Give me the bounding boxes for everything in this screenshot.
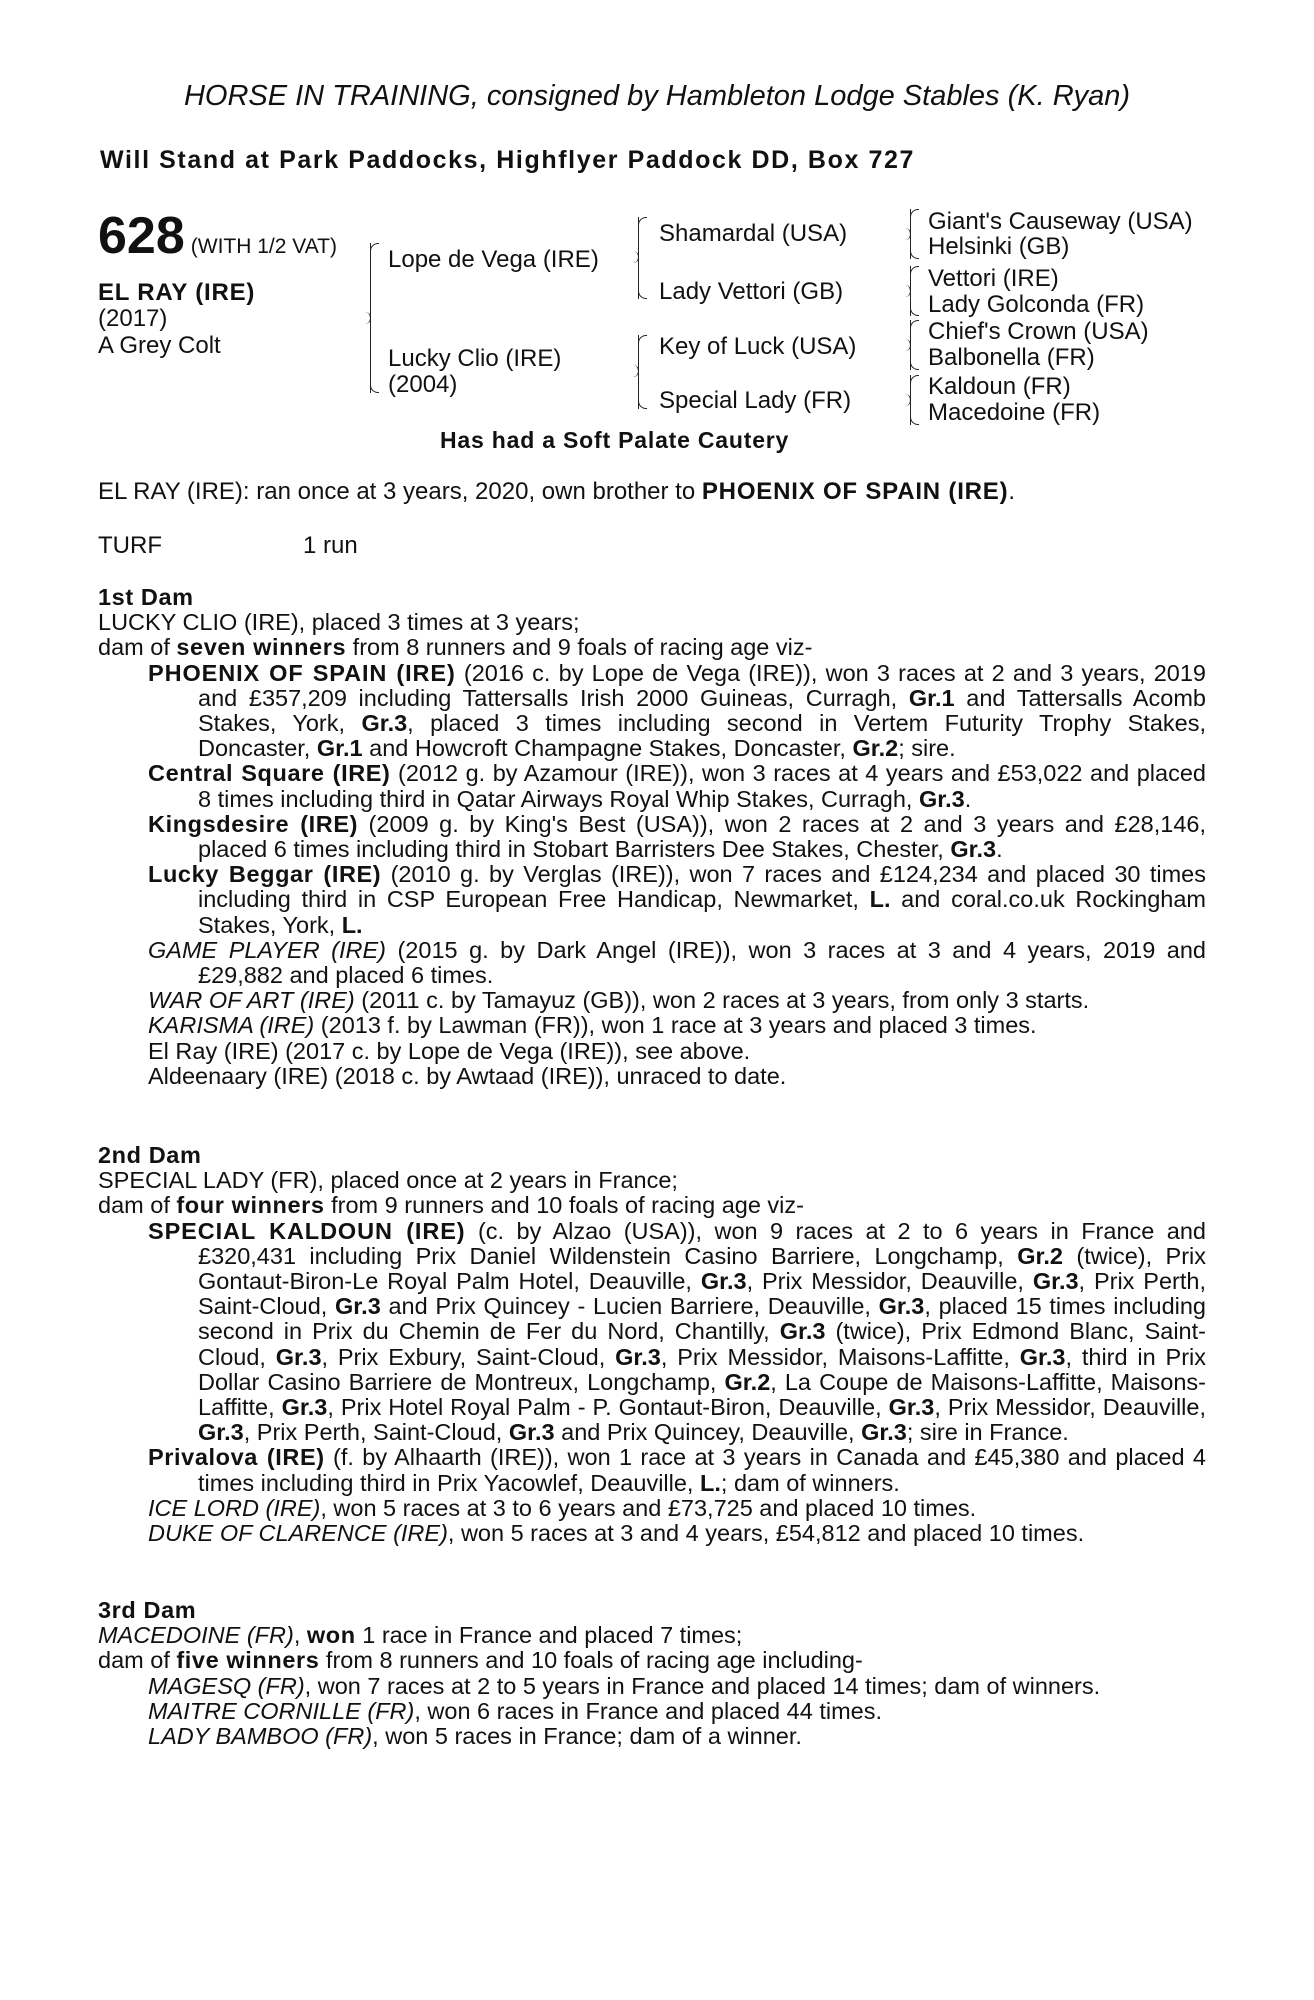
list-item: SPECIAL KALDOUN (IRE) (c. by Alzao (USA)), won 9 races at 2 to 6 years in France and £320,431 including Prix Daniel Wildenstein Casino Barriere, Longchamp, Gr.2 (twice), Prix Gontaut-Biron-Le Royal Palm Hotel, Deauville, Gr.3, Prix Messidor, Deauville, Gr.3, Prix Perth, Saint-Cloud, Gr.3 and Prix Quincey - Lucien Barriere, Deauville, Gr.3, placed 15 times including second in Prix du Chemin de Fer du Nord, Chantilly, Gr.3 (twice), Prix Edmond Blanc, Saint-Cloud, Gr.3, Prix Exbury, Saint-Cloud, Gr.3, Prix Messidor, Maisons-Laffitte, Gr.3, third in Prix Dollar Casino Barriere de Montreux, Longchamp, Gr.2, La Coupe de Maisons-Laffitte, Maisons-Laffitte, Gr.3, Prix Hotel Royal Palm - P. Gontaut-Biron, Deauville, Gr.3, Prix Messidor, Deauville, Gr.3, Prix Perth, Saint-Cloud, Gr.3 and Prix Quincey, Deauville, Gr.3; sire in France. xyxy=(148,1217,1207,1446)
gen3-sire: Vettori (IRE) xyxy=(928,265,1059,292)
list-item: Privalova (IRE) (f. by Alhaarth (IRE)), won 1 race at 3 years in Canada and £45,380 and placed 4 times including third in Prix Yacowlef, Deauville, L.; dam of winners. xyxy=(148,1444,1206,1496)
dam: Lucky Clio (IRE) xyxy=(388,345,562,372)
dam-intro: LUCKY CLIO (IRE), placed 3 times at 3 years; xyxy=(98,609,580,636)
list-item: WAR OF ART (IRE) (2011 c. by Tamayuz (GB)), won 2 races at 3 years, from only 3 starts. xyxy=(148,987,1090,1014)
dam-dam: Special Lady (FR) xyxy=(659,387,852,414)
list-item: PHOENIX OF SPAIN (IRE) (2016 c. by Lope de Vega (IRE)), won 3 races at 2 and 3 years, 2019 and £357,209 including Tattersalls Irish 2000 Guineas, Curragh, Gr.1 and Tattersalls Acomb Stakes, York, Gr.3, placed 3 times including second in Vertem Futurity Trophy Stakes, Doncaster, Gr.1 and Howcroft Champagne Stakes, Doncaster, Gr.2; sire. xyxy=(148,659,1206,762)
dam-intro: MACEDOINE (FR), won 1 race in France and placed 7 times; xyxy=(98,1622,743,1649)
summary-end: . xyxy=(1008,478,1016,505)
dam-year: (2004) xyxy=(388,371,458,398)
horse-description: A Grey Colt xyxy=(98,332,221,359)
surgery-note: Has had a Soft Palate Cautery xyxy=(440,427,790,453)
pedigree-brace xyxy=(370,318,380,320)
second-dam-section xyxy=(98,1143,1206,1546)
pedigree-brace xyxy=(910,291,920,293)
list-item: KARISMA (IRE) (2013 f. by Lawman (FR)), won 1 race at 3 years and placed 3 times. xyxy=(148,1012,1037,1039)
list-item: DUKE OF CLARENCE (IRE), won 5 races at 3 and 4 years, £54,812 and placed 10 times. xyxy=(148,1520,1085,1547)
sire-dam: Lady Vettori (GB) xyxy=(659,278,844,305)
list-item: ICE LORD (IRE), won 5 races at 3 to 6 years and £73,725 and placed 10 times. xyxy=(148,1494,977,1521)
sibling-name: PHOENIX OF SPAIN (IRE) xyxy=(701,478,1009,505)
list-item: GAME PLAYER (IRE) (2015 g. by Dark Angel (IRE)), won 3 races at 3 and 4 years, 2019 and £29,882 and placed 6 times. xyxy=(148,936,1206,989)
gen3-dam: Helsinki (GB) xyxy=(928,233,1070,260)
section-title: 1st Dam xyxy=(98,584,194,610)
list-item: MAGESQ (FR), won 7 races at 2 to 5 years in France and placed 14 times; dam of winners. xyxy=(148,1672,1101,1699)
list-item: El Ray (IRE) (2017 c. by Lope de Vega (IRE)), see above. xyxy=(148,1037,751,1064)
gen3-sire: Chief's Crown (USA) xyxy=(928,318,1149,345)
dam-produce: dam of five winners from 8 runners and 10 foals of racing age including- xyxy=(98,1647,863,1674)
lot-number: 628 xyxy=(98,207,185,265)
lot-header xyxy=(98,206,337,266)
consignment-heading: HORSE IN TRAINING, consigned by Hambleton Lodge Stables (K. Ryan) xyxy=(183,80,1131,112)
list-item: MAITRE CORNILLE (FR), won 6 races in France and placed 44 times. xyxy=(148,1697,882,1724)
sire-sire: Shamardal (USA) xyxy=(659,220,848,247)
pedigree-brace xyxy=(638,371,648,373)
dam-produce: dam of seven winners from 8 runners and 9 foals of racing age viz- xyxy=(98,634,813,661)
turf-runs: 1 run xyxy=(303,532,358,559)
gen3-sire: Kaldoun (FR) xyxy=(928,373,1071,400)
gen3-dam: Balbonella (FR) xyxy=(928,344,1095,371)
list-item: Central Square (IRE) (2012 g. by Azamour (IRE)), won 3 races at 4 years and £53,022 and placed 8 times including third in Qatar Airways Royal Whip Stakes, Curragh, Gr.3. xyxy=(148,760,1206,812)
dam-intro: SPECIAL LADY (FR), placed once at 2 years in France; xyxy=(98,1167,678,1194)
stand-location: Will Stand at Park Paddocks, Highflyer Paddock DD, Box 727 xyxy=(100,146,916,174)
turf-label: TURF xyxy=(98,532,162,559)
sire: Lope de Vega (IRE) xyxy=(388,246,599,273)
dam-sire: Key of Luck (USA) xyxy=(659,333,857,360)
pedigree-brace xyxy=(910,234,920,236)
summary-text: EL RAY (IRE): ran once at 3 years, 2020, own brother to xyxy=(98,478,702,505)
horse-year: (2017) xyxy=(98,305,168,332)
list-item: Kingsdesire (IRE) (2009 g. by King's Best (USA)), won 2 races at 2 and 3 years and £28,146, placed 6 times including third in Stobart Barristers Dee Stakes, Chester, Gr.3. xyxy=(148,810,1206,863)
pedigree-brace xyxy=(910,345,920,347)
first-dam-section xyxy=(98,585,1206,1089)
list-item: Aldeenaary (IRE) (2018 c. by Awtaad (IRE)), unraced to date. xyxy=(148,1062,787,1089)
section-title: 3rd Dam xyxy=(98,1597,197,1623)
gen3-dam: Lady Golconda (FR) xyxy=(928,291,1145,318)
gen3-sire: Giant's Causeway (USA) xyxy=(928,208,1193,235)
dam-produce: dam of four winners from 9 runners and 10 foals of racing age viz- xyxy=(98,1192,804,1219)
race-summary xyxy=(98,478,1015,506)
pedigree-brace xyxy=(638,257,648,259)
third-dam-section xyxy=(98,1598,1206,1749)
pedigree-brace xyxy=(910,400,920,402)
horse-name: EL RAY (IRE) xyxy=(98,279,256,306)
section-title: 2nd Dam xyxy=(98,1142,202,1168)
list-item: LADY BAMBOO (FR), won 5 races in France; dam of a winner. xyxy=(148,1723,802,1750)
gen3-dam: Macedoine (FR) xyxy=(928,399,1101,426)
vat-note: (WITH 1/2 VAT) xyxy=(190,235,337,258)
list-item: Lucky Beggar (IRE) (2010 g. by Verglas (IRE)), won 7 races and £124,234 and placed 30 times including third in CSP European Free Handicap, Newmarket, L. and coral.co.uk Rockingham Stakes, York, L. xyxy=(148,861,1207,938)
